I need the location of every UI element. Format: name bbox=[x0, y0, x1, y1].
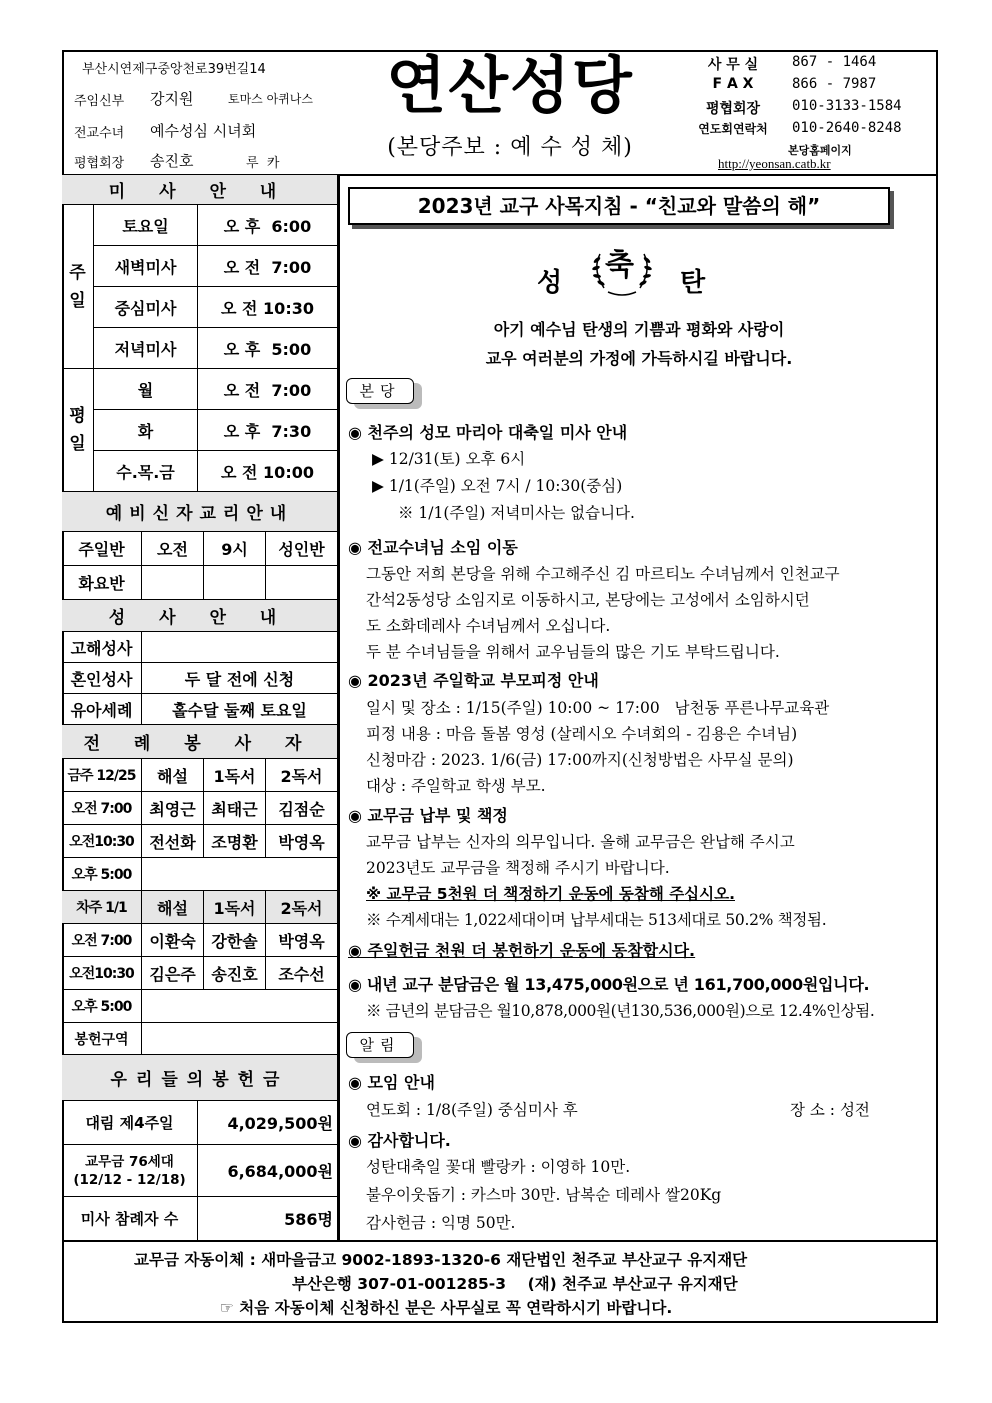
section-line: ※ 교무금 5천원 더 책정하기 운동에 동참해 주십시오. bbox=[366, 885, 735, 903]
section-line: 감사헌금 : 익명 50만. bbox=[366, 1214, 516, 1232]
servers-heading: 전 례 봉 사 자 bbox=[62, 725, 338, 759]
catechumen-heading: 예비신자교리안내 bbox=[62, 492, 338, 532]
offering-label: 대림 제4주일 bbox=[62, 1101, 198, 1145]
mass-time: 오 전 7:00 bbox=[198, 369, 338, 410]
contact-office: 사 무 실 867 - 1464 bbox=[707, 54, 877, 73]
footer-line: 교무금 자동이체 : 새마을금고 9002-1893-1320-6 재단법인 천주교 부산교구 유지재단 bbox=[134, 1251, 748, 1269]
server-name: 김은주 bbox=[142, 957, 204, 990]
server-name: 조명환 bbox=[204, 825, 266, 858]
mass-name: 화 bbox=[94, 410, 198, 451]
catechumen-cell: 화요반 bbox=[62, 566, 142, 600]
section-line: 2023년도 교무금을 책정해 주시기 바랍니다. bbox=[366, 859, 670, 877]
servers-role: 해설 bbox=[142, 759, 204, 792]
servers-mass-time: 오전10:30 bbox=[62, 825, 142, 858]
sister-name: 예수성심 시녀회 bbox=[150, 122, 257, 140]
section-line: 두 분 수녀님들을 위해서 교우님들의 많은 기도 부탁드립니다. bbox=[366, 643, 780, 661]
server-name: 송진호 bbox=[204, 957, 266, 990]
offering-heading: 우리들의봉헌금 bbox=[62, 1055, 338, 1101]
mass-time: 오 전 10:00 bbox=[198, 451, 338, 492]
servers-mass-time: 오전 7:00 bbox=[62, 792, 142, 825]
servers-mass-time: 오전 7:00 bbox=[62, 924, 142, 957]
section-line: ▶ 12/31(토) 오후 6시 bbox=[372, 450, 526, 468]
christmas-center: 축 bbox=[605, 248, 634, 283]
section-title: ◉ 주일헌금 천원 더 봉헌하기 운동에 동참합시다. bbox=[348, 941, 696, 960]
address: 부산시연제구중앙천로39번길14 bbox=[82, 62, 266, 77]
catechumen-cell: 주일반 bbox=[62, 532, 142, 566]
tab-notice: 알림 bbox=[346, 1032, 414, 1058]
mass-name: 수.목.금 bbox=[94, 451, 198, 492]
mass-name: 저녁미사 bbox=[94, 328, 198, 369]
section-title: ◉ 감사합니다. bbox=[348, 1131, 451, 1150]
server-name: 전선화 bbox=[142, 825, 204, 858]
sunday-label: 주 일 bbox=[62, 205, 94, 369]
greeting-line: 교우 여러분의 가정에 가득하시길 바랍니다. bbox=[485, 349, 793, 368]
server-name bbox=[142, 990, 338, 1023]
servers-week-label: 차주 1/1 bbox=[62, 891, 142, 924]
sacrament-value bbox=[142, 632, 338, 663]
offering-label: 교무금 76세대 (12/12 - 12/18) bbox=[62, 1145, 198, 1197]
mass-name: 새벽미사 bbox=[94, 246, 198, 287]
offertory-area-value bbox=[142, 1023, 338, 1055]
homepage-link[interactable]: http://yeonsan.catb.kr bbox=[718, 156, 831, 171]
section-line: 일시 및 장소 : 1/15(주일) 10:00 ~ 17:00 남천동 푸른나무교육관 bbox=[366, 699, 830, 717]
offertory-area-label: 봉헌구역 bbox=[62, 1023, 142, 1055]
footer-line: ☞ 처음 자동이체 신청하신 분은 사무실로 꼭 연락하시기 바랍니다. bbox=[220, 1299, 673, 1317]
catechumen-cell bbox=[266, 566, 338, 600]
sister-label: 전교수녀 bbox=[74, 126, 125, 141]
section-line: 간석2동성당 소임지로 이동하시고, 본당에는 고성에서 소임하시던 bbox=[366, 591, 810, 609]
greeting-line: 아기 예수님 탄생의 기쁨과 평화와 사랑이 bbox=[493, 320, 785, 339]
tab-parish: 본당 bbox=[346, 378, 414, 404]
mass-time: 오 전 10:30 bbox=[198, 287, 338, 328]
sacrament-label: 고해성사 bbox=[62, 632, 142, 663]
servers-role: 2독서 bbox=[266, 891, 338, 924]
server-name: 박영옥 bbox=[266, 825, 338, 858]
server-name: 박영옥 bbox=[266, 924, 338, 957]
section-line: 연도회 : 1/8(주일) 중심미사 후 bbox=[366, 1101, 578, 1119]
offering-value: 4,029,500원 bbox=[198, 1101, 338, 1145]
servers-role: 해설 bbox=[142, 891, 204, 924]
pastor-baptismal: 토마스 아퀴나스 bbox=[228, 92, 313, 106]
server-name: 최영근 bbox=[142, 792, 204, 825]
mass-time: 오 후 5:00 bbox=[198, 328, 338, 369]
servers-role: 1독서 bbox=[204, 891, 266, 924]
section-line: 피정 내용 : 마음 돌봄 영성 (살레시오 수녀회의 - 김용은 수녀님) bbox=[366, 725, 798, 743]
offering-value: 586명 bbox=[198, 1197, 338, 1241]
mass-time: 오 후 6:00 bbox=[198, 205, 338, 246]
mass-time: 오 전 7:00 bbox=[198, 246, 338, 287]
mass-name: 토요일 bbox=[94, 205, 198, 246]
homepage-label: 본당홈페이지 bbox=[788, 144, 852, 157]
servers-mass-time: 오전10:30 bbox=[62, 957, 142, 990]
catechumen-cell bbox=[204, 566, 266, 600]
mass-heading: 미 사 안 내 bbox=[62, 175, 338, 205]
pastor-label: 주임신부 bbox=[74, 94, 125, 109]
catechumen-cell bbox=[142, 566, 204, 600]
offering-value: 6,684,000원 bbox=[198, 1145, 338, 1197]
section-line: ※ 수계세대는 1,022세대이며 납부세대는 513세대로 50.2% 책정됨. bbox=[366, 911, 827, 929]
christmas-left: 성 bbox=[537, 268, 563, 298]
server-name bbox=[142, 858, 338, 891]
servers-mass-time: 오후 5:00 bbox=[62, 990, 142, 1023]
section-line: ※ 금년의 분담금은 월10,878,000원(년130,536,000원)으로 12.4%인상됨. bbox=[366, 1002, 875, 1020]
offering-label: 미사 참례자 수 bbox=[62, 1197, 198, 1241]
section-title: ◉ 천주의 성모 마리아 대축일 미사 안내 bbox=[348, 423, 628, 442]
section-line: 교무금 납부는 신자의 의무입니다. 올해 교무금은 완납해 주시고 bbox=[366, 833, 795, 851]
catechumen-cell: 성인반 bbox=[266, 532, 338, 566]
council-label: 평협회장 bbox=[74, 156, 125, 171]
catechumen-cell: 오전 bbox=[142, 532, 204, 566]
section-title: ◉ 2023년 주일학교 부모피정 안내 bbox=[348, 671, 599, 690]
footer-line: 부산은행 307-01-001285-3 (재) 천주교 부산교구 유지재단 bbox=[292, 1275, 738, 1293]
parish-title: 연산성당 bbox=[386, 49, 634, 122]
council-baptismal: 루 카 bbox=[246, 156, 280, 171]
contact-council: 평협회장 010-3133-1584 bbox=[705, 98, 902, 117]
server-name: 김점순 bbox=[266, 792, 338, 825]
section-line: 성탄대축일 꽃대 빨랑카 : 이영하 10만. bbox=[366, 1158, 631, 1176]
section-line: ▶ 1/1(주일) 오전 7시 / 10:30(중심) bbox=[372, 477, 623, 495]
servers-mass-time: 오후 5:00 bbox=[62, 858, 142, 891]
sacrament-value: 홀수달 둘째 토요일 bbox=[142, 694, 338, 725]
sacrament-label: 혼인성사 bbox=[62, 663, 142, 694]
mass-name: 중심미사 bbox=[94, 287, 198, 328]
mass-time: 오 후 7:30 bbox=[198, 410, 338, 451]
server-name: 이환숙 bbox=[142, 924, 204, 957]
server-name: 최태근 bbox=[204, 792, 266, 825]
server-name: 강한솔 bbox=[204, 924, 266, 957]
catechumen-cell: 9시 bbox=[204, 532, 266, 566]
sacrament-value: 두 달 전에 신청 bbox=[142, 663, 338, 694]
footer-divider bbox=[62, 1240, 938, 1242]
weekday-label: 평 일 bbox=[62, 369, 94, 492]
servers-role: 2독서 bbox=[266, 759, 338, 792]
section-line: 불우이웃돕기 : 카스마 30만. 남복순 데레사 쌀20Kg bbox=[366, 1186, 722, 1204]
section-line: 대상 : 주일학교 학생 부모. bbox=[366, 777, 546, 795]
council-name: 송진호 bbox=[150, 152, 194, 170]
servers-week-label: 금주 12/25 bbox=[62, 759, 142, 792]
sacrament-label: 유아세례 bbox=[62, 694, 142, 725]
server-name: 조수선 bbox=[266, 957, 338, 990]
section-line: 신청마감 : 2023. 1/6(금) 17:00까지(신청방법은 사무실 문의) bbox=[366, 751, 794, 769]
section-title: ◉ 전교수녀님 소임 이동 bbox=[348, 538, 518, 557]
sacrament-heading: 성 사 안 내 bbox=[62, 600, 338, 632]
mass-name: 월 bbox=[94, 369, 198, 410]
section-line: 장 소 : 성전 bbox=[790, 1101, 870, 1119]
contact-fax: F A X 866 - 7987 bbox=[712, 76, 877, 92]
pastor-name: 강지원 bbox=[150, 90, 194, 108]
section-line: 도 소화데레사 수녀님께서 오십니다. bbox=[366, 617, 611, 635]
section-line: 그동안 저희 본당을 위해 수고해주신 김 마르티노 수녀님께서 인천교구 bbox=[366, 565, 840, 583]
servers-role: 1독서 bbox=[204, 759, 266, 792]
contact-yeondohoe: 연도회연락처 010-2640-8248 bbox=[698, 120, 902, 136]
section-line: ※ 1/1(주일) 저녁미사는 없습니다. bbox=[398, 504, 635, 522]
section-title: ◉ 모임 안내 bbox=[348, 1073, 435, 1092]
section-title: ◉ 내년 교구 분담금은 월 13,475,000원으로 년 161,700,000원입니다. bbox=[348, 975, 870, 994]
pastoral-motto: 2023년 교구 사목지침 - “친교와 말씀의 해” bbox=[348, 187, 890, 225]
bulletin-subtitle: (본당주보 : 예 수 성 체) bbox=[387, 135, 633, 160]
christmas-right: 탄 bbox=[680, 268, 706, 298]
section-title: ◉ 교무금 납부 및 책정 bbox=[348, 806, 508, 825]
